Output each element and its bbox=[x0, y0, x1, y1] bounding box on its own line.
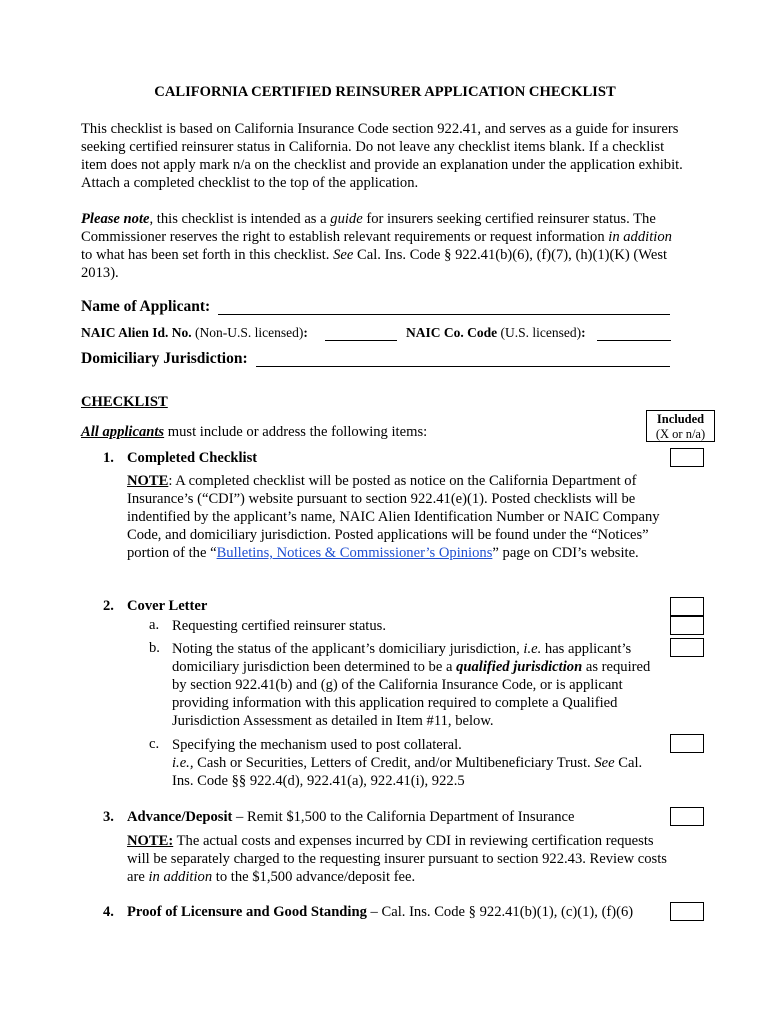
item-2c-checkbox[interactable] bbox=[670, 734, 704, 753]
item-2c-line2 bbox=[172, 754, 667, 790]
note-text: to the $1,500 advance/deposit fee. bbox=[212, 869, 416, 885]
item-2c-letter: c. bbox=[149, 736, 160, 752]
note-label: NOTE bbox=[127, 473, 169, 489]
naic-co-bold: NAIC Co. Code bbox=[406, 325, 498, 340]
note-text: to what has been set forth in this checklist. bbox=[81, 247, 334, 263]
item-3-note bbox=[127, 832, 667, 886]
included-header-title: Included bbox=[656, 412, 705, 426]
all-applicants-line bbox=[81, 424, 427, 441]
item-1-note bbox=[127, 472, 667, 562]
item-4-checkbox[interactable] bbox=[670, 902, 704, 921]
item-4-number: 4. bbox=[103, 904, 114, 920]
included-header-sub: (X or n/a) bbox=[655, 427, 706, 441]
item-2-number: 2. bbox=[103, 598, 114, 614]
name-of-applicant-label: Name of Applicant: bbox=[81, 298, 211, 315]
item-2b-letter: b. bbox=[149, 640, 160, 656]
text: has applicant’s domiciliary jurisdiction been determined to be a bbox=[172, 641, 632, 675]
note-text: Cal. Ins. Code § 922.41(b)(6), (f)(7), (h)(1)(K) (West 2013). bbox=[81, 247, 668, 281]
item-2-title: Cover Letter bbox=[127, 598, 208, 614]
item-2b-text bbox=[172, 640, 667, 730]
note-label: NOTE: bbox=[127, 833, 174, 849]
item-2-checkbox[interactable] bbox=[670, 597, 704, 616]
item-1-title: Completed Checklist bbox=[127, 450, 258, 466]
item-3-number: 3. bbox=[103, 809, 114, 825]
all-applicants: All applicants bbox=[81, 424, 165, 440]
item-1-number: 1. bbox=[103, 450, 114, 466]
naic-alien-field[interactable] bbox=[325, 340, 397, 341]
naic-co-label bbox=[406, 325, 586, 341]
please-note-lead: Please note bbox=[81, 211, 150, 227]
bulletins-link[interactable]: Bulletins, Notices & Commissioner’s Opinions bbox=[216, 545, 493, 561]
item-2a-letter: a. bbox=[149, 617, 160, 633]
item-3-checkbox[interactable] bbox=[670, 807, 704, 826]
qualified-jurisdiction: qualified jurisdiction bbox=[456, 659, 583, 675]
naic-alien-bold: NAIC Alien Id. No. bbox=[81, 325, 192, 340]
item-2a-checkbox[interactable] bbox=[670, 616, 704, 635]
item-2c-line1: Specifying the mechanism used to post collateral. bbox=[172, 737, 462, 753]
item-1-checkbox[interactable] bbox=[670, 448, 704, 467]
note-text: , this checklist is intended as a bbox=[149, 211, 331, 227]
item-4-title bbox=[127, 904, 633, 921]
item-2a-text: Requesting certified reinsurer status. bbox=[172, 618, 386, 634]
item-2b-checkbox[interactable] bbox=[670, 638, 704, 657]
text: as required by section 922.41(b) and (g) of the California Insurance Code, or is applicant providing information with this application required to complete a Qualified Jurisdiction Assessment as detailed in Item #11, below. bbox=[172, 659, 651, 729]
naic-alien-note: (Non-U.S. licensed) bbox=[191, 325, 304, 340]
text: Noting the status of the applicant’s domiciliary jurisdiction, bbox=[172, 641, 524, 657]
text: Cal. Ins. Code §§ 922.4(d), 922.41(a), 922.41(i), 922.5 bbox=[172, 755, 643, 789]
note-in-addition: in addition bbox=[148, 869, 213, 885]
colon: : bbox=[303, 325, 308, 340]
colon: : bbox=[581, 325, 586, 340]
checklist-heading: CHECKLIST bbox=[81, 394, 168, 410]
included-header bbox=[646, 410, 715, 442]
page-title: CALIFORNIA CERTIFIED REINSURER APPLICATION CHECKLIST bbox=[154, 84, 616, 100]
item-4-title-bold: Proof of Licensure and Good Standing bbox=[127, 904, 367, 920]
note-text: for insurers seeking certified reinsurer status. The Commissioner reserves the right to establish relevant requirements or request information bbox=[81, 211, 656, 245]
note-text: : A completed checklist will be posted as notice on the California Department of Insurance’s (“CDI”) website pursuant to section 922.41(e)(1). Posted checklists will be indentified by the applicant’s name, NAIC Alien Identification Number or NAIC Company Code, and domiciliary jurisdiction. Posted applications will be found under the “Notices” portion of the “ bbox=[127, 473, 660, 561]
item-3-title-bold: Advance/Deposit bbox=[127, 809, 233, 825]
name-of-applicant-field[interactable] bbox=[218, 314, 670, 315]
item-3-title bbox=[127, 809, 574, 826]
text: Cash or Securities, Letters of Credit, and/or Multibeneficiary Trust. bbox=[193, 755, 595, 771]
note-paragraph bbox=[81, 210, 686, 282]
note-see: See bbox=[333, 247, 354, 263]
domiciliary-field[interactable] bbox=[256, 366, 670, 367]
naic-co-field[interactable] bbox=[597, 340, 671, 341]
note-text: ” page on CDI’s website. bbox=[492, 545, 639, 561]
naic-co-note: (U.S. licensed) bbox=[497, 325, 582, 340]
item-4-title-rest: – Cal. Ins. Code § 922.41(b)(1), (c)(1), (f)(6) bbox=[366, 904, 634, 920]
all-applicants-rest: must include or address the following items: bbox=[164, 424, 428, 440]
item-2c-text bbox=[172, 736, 667, 790]
naic-alien-label bbox=[81, 325, 308, 341]
item-3-title-rest: – Remit $1,500 to the California Department of Insurance bbox=[232, 809, 575, 825]
note-in-addition: in addition bbox=[608, 229, 672, 245]
ie: i.e., bbox=[172, 755, 194, 771]
note-guide: guide bbox=[330, 211, 363, 227]
see: See bbox=[594, 755, 615, 771]
ie: i.e. bbox=[523, 641, 542, 657]
intro-paragraph: This checklist is based on California Insurance Code section 922.41, and serves as a guide for insurers seeking certified reinsurer status in California. Do not leave any checklist items blank. If a checklist item does not apply mark n/a on the checklist and provide an explanation under the application exhibit. Attach a completed checklist to the top of the application. bbox=[81, 121, 683, 191]
domiciliary-label: Domiciliary Jurisdiction: bbox=[81, 350, 248, 367]
note-text: The actual costs and expenses incurred by CDI in reviewing certification requests will be separately charged to the requesting insurer pursuant to section 922.43. Review costs are bbox=[127, 833, 667, 885]
